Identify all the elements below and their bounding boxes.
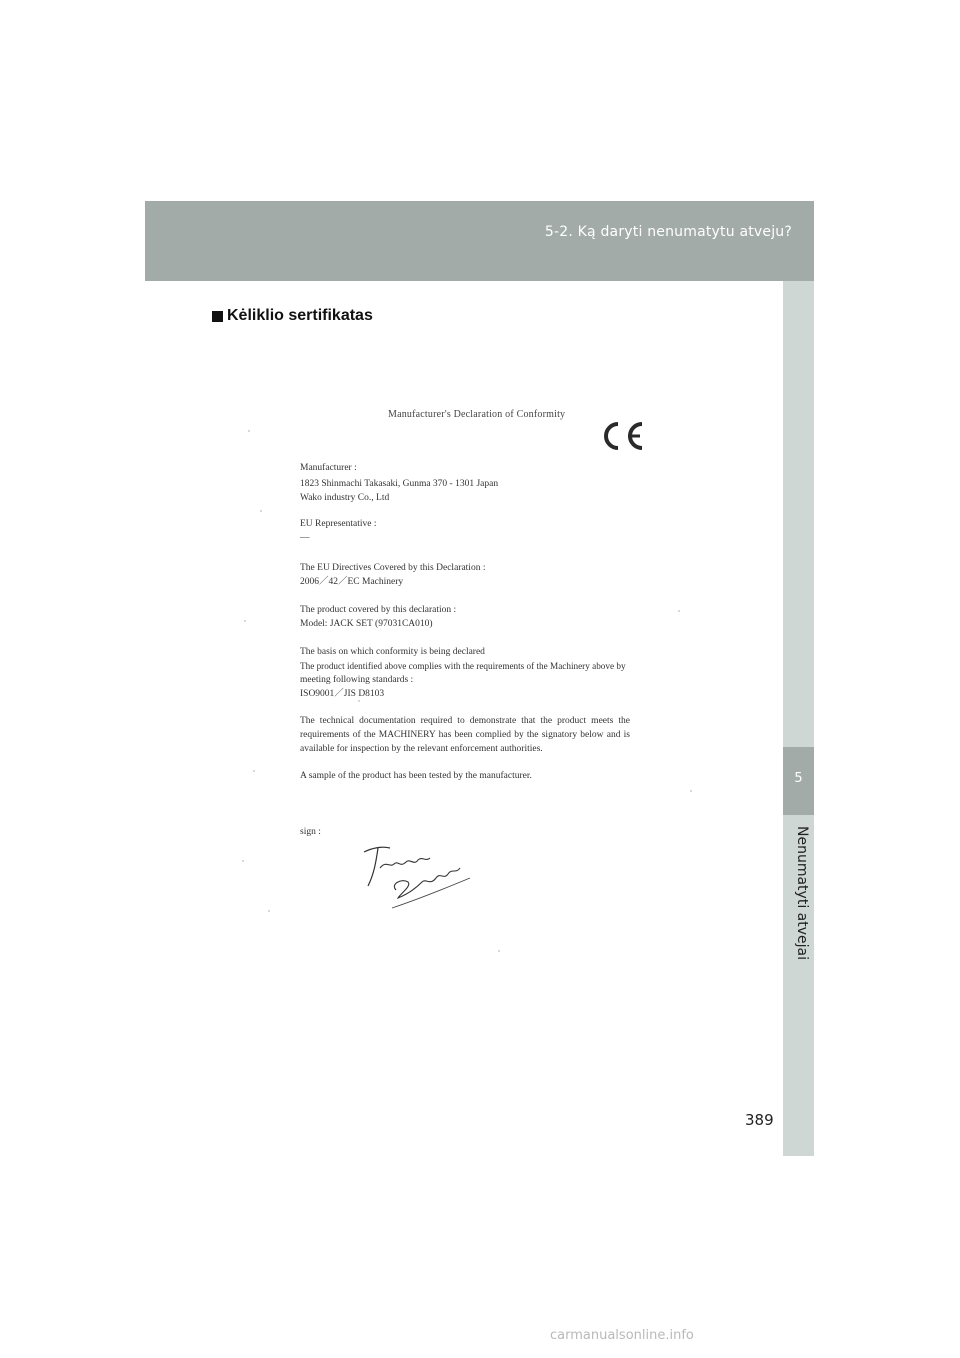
scan-speck xyxy=(244,620,246,622)
section-heading-text: Kėliklio sertifikatas xyxy=(227,307,373,324)
certificate-scan xyxy=(238,390,708,980)
header-band xyxy=(145,201,814,281)
signature-icon xyxy=(356,838,476,918)
eu-rep-value: — xyxy=(300,533,310,543)
certificate-title: Manufacturer's Declaration of Conformity xyxy=(388,409,566,420)
scan-speck xyxy=(678,610,680,612)
product-value: Model: JACK SET (97031CA010) xyxy=(300,619,433,629)
manufacturer-address: 1823 Shinmachi Takasaki, Gunma 370 - 1301 Japan xyxy=(300,479,499,489)
basis-standards: ISO9001／JIS D8103 xyxy=(300,689,385,699)
basis-line-2: meeting following standards : xyxy=(300,675,414,685)
product-label: The product covered by this declaration : xyxy=(300,605,457,615)
sign-label: sign : xyxy=(300,827,321,837)
directives-value: 2006／42／EC Machinery xyxy=(300,577,404,587)
scan-speck xyxy=(358,700,360,702)
ce-mark-icon xyxy=(598,418,648,454)
basis-label: The basis on which conformity is being declared xyxy=(300,647,485,657)
side-strip xyxy=(783,281,814,1156)
scan-speck xyxy=(253,770,255,772)
sample-tested: A sample of the product has been tested by the manufacturer. xyxy=(300,771,532,781)
manufacturer-label: Manufacturer : xyxy=(300,463,357,473)
page-number: 389 xyxy=(745,1111,774,1129)
manufacturer-name: Wako industry Co., Ltd xyxy=(300,493,390,503)
scan-speck xyxy=(268,910,270,912)
chapter-number: 5 xyxy=(794,771,803,786)
section-title: 5-2. Ką daryti nenumatytu atveju? xyxy=(544,224,792,240)
eu-rep-label: EU Representative : xyxy=(300,519,377,529)
scan-speck xyxy=(260,510,262,512)
scan-speck xyxy=(242,860,244,862)
scan-speck xyxy=(498,950,500,952)
chapter-label: Nenumatyti atvejai xyxy=(794,826,810,960)
section-heading xyxy=(212,307,373,325)
directives-label: The EU Directives Covered by this Declaration : xyxy=(300,563,486,573)
watermark: carmanualsonline.info xyxy=(550,1328,694,1343)
chapter-tab xyxy=(783,747,814,815)
basis-line-1: The product identified above complies with the requirements of the Machinery above by xyxy=(300,661,626,671)
technical-documentation: The technical documentation required to demonstrate that the product meets the requirements of the MACHINERY has been complied by the signatory below and is available for inspection by the relevant enforcement authorities. xyxy=(300,716,630,754)
scan-speck xyxy=(248,430,250,432)
square-bullet-icon xyxy=(212,311,223,322)
scan-speck xyxy=(690,790,692,792)
